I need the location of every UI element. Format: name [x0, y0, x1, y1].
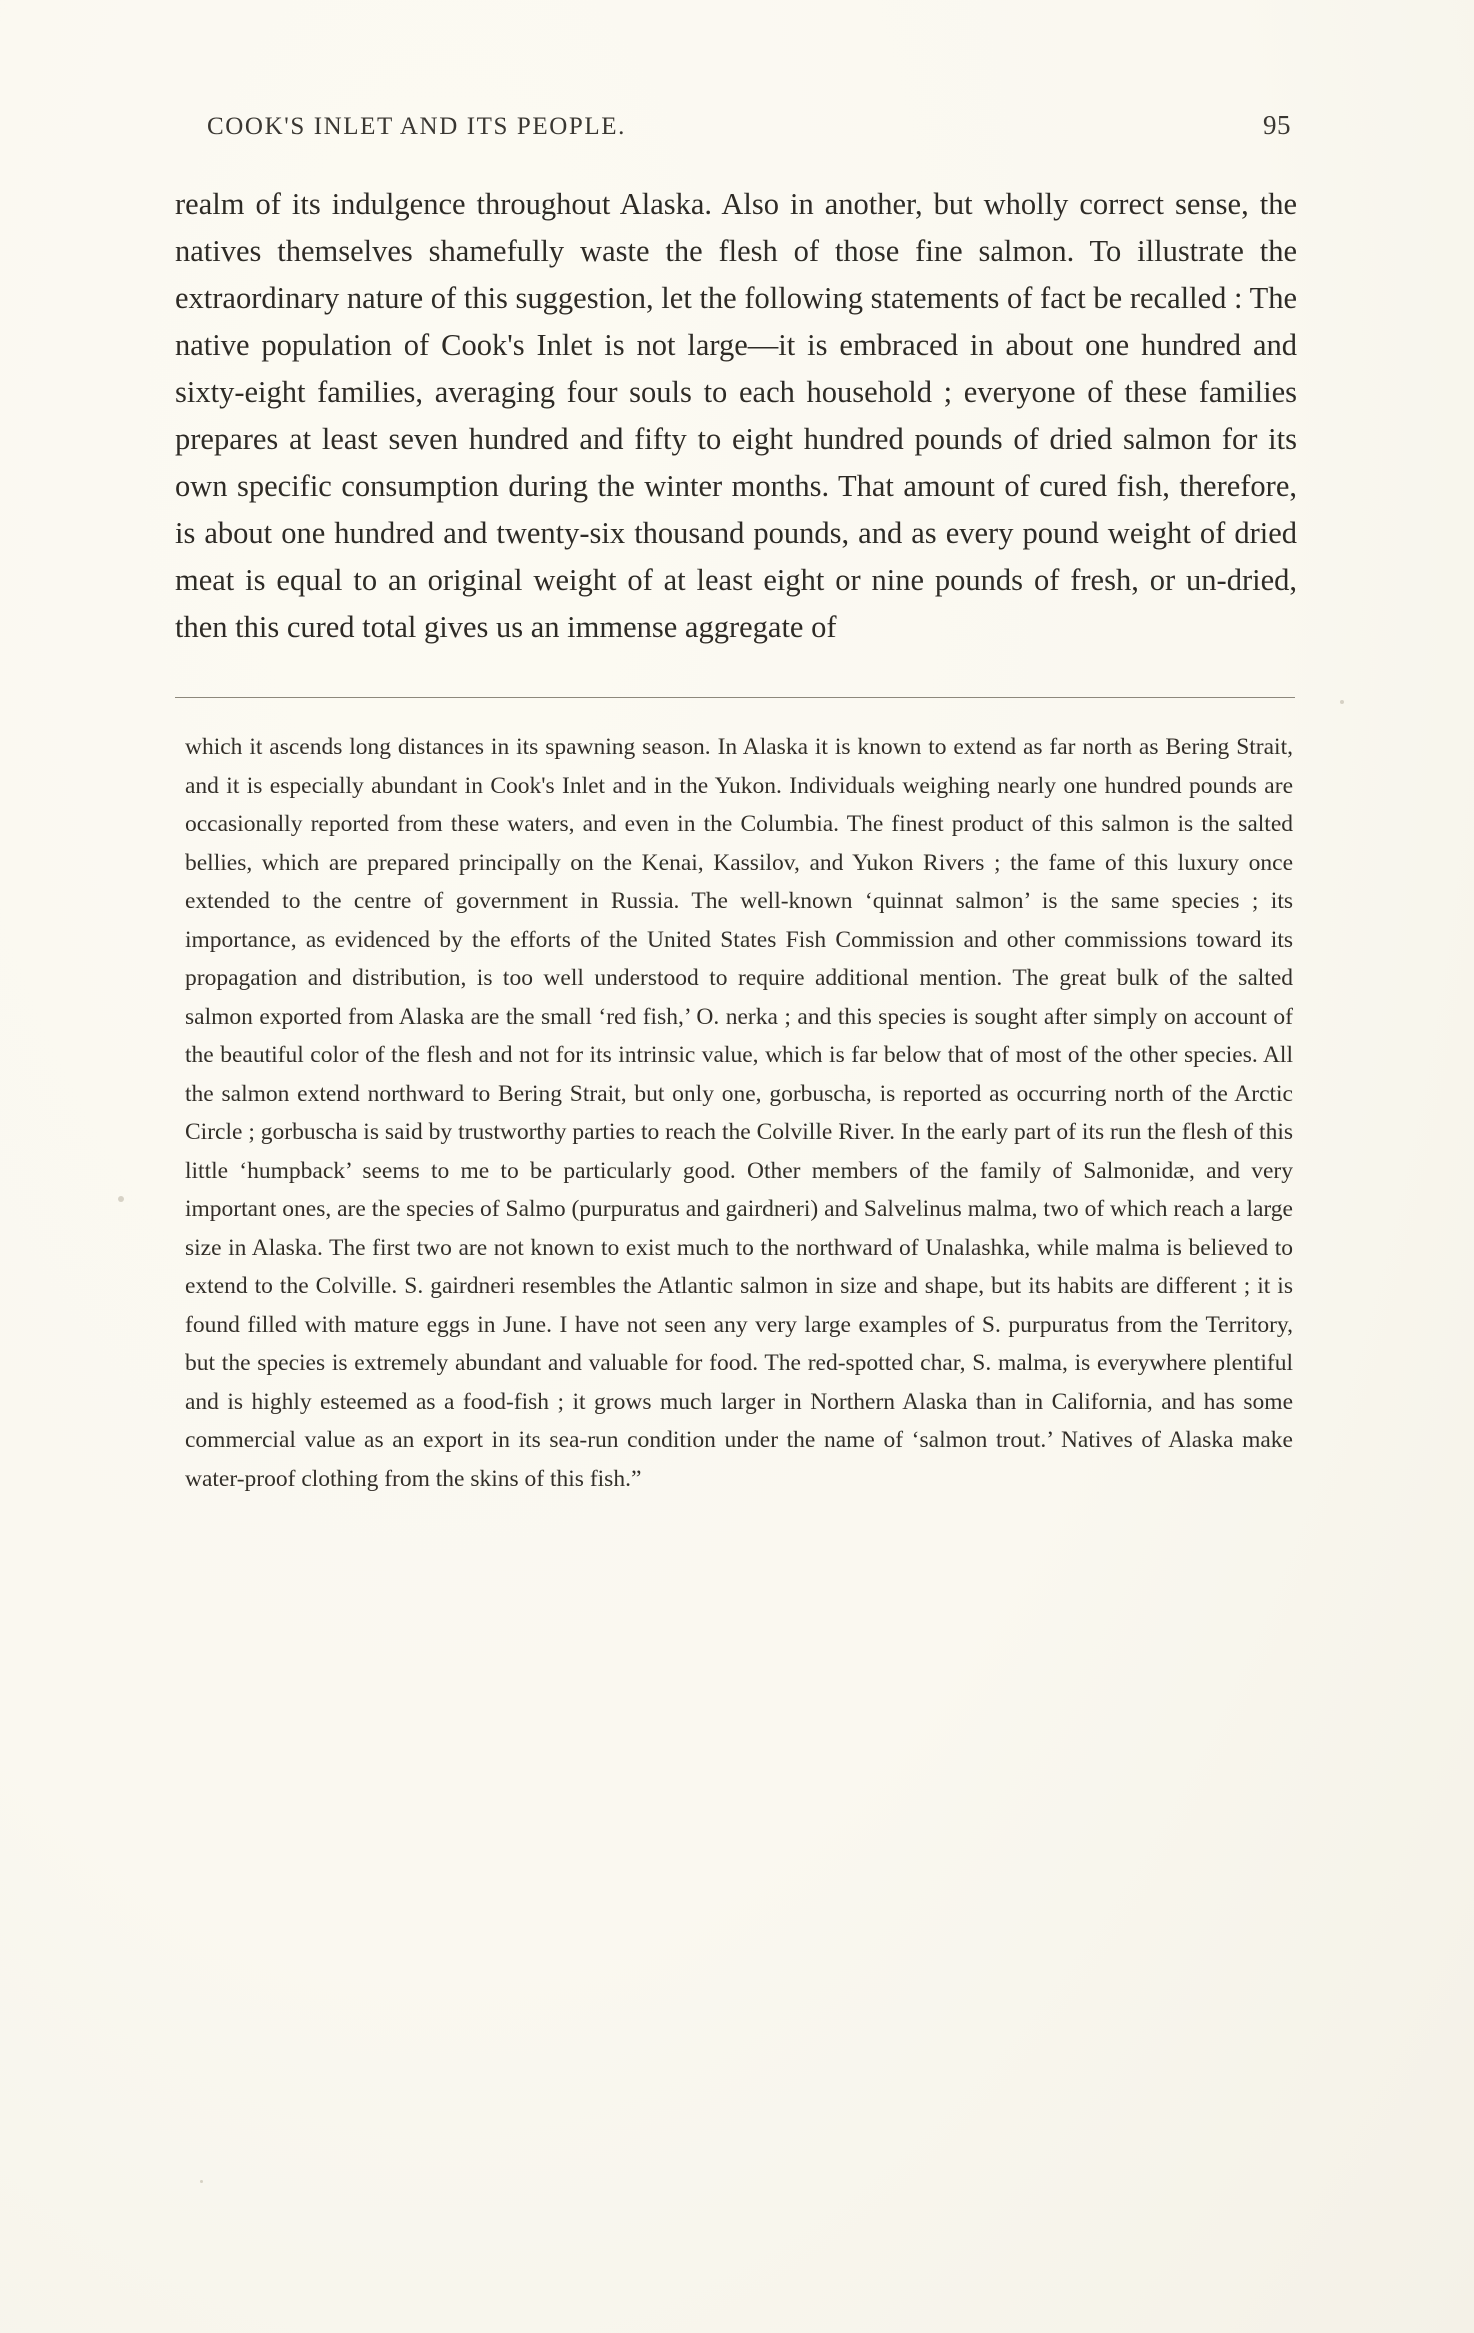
- footnote-divider: [175, 697, 1295, 698]
- page-content: [155, 110, 1315, 1498]
- running-head-title: COOK'S INLET AND ITS PEOPLE.: [207, 113, 626, 140]
- main-paragraph: realm of its indulgence throughout Alaska. Also in another, but wholly correct sense, the natives themselves shamefully waste the flesh of those fine salmon. To illustrate the extraordinary nature of this suggestion, let the following statements of fact be recalled : The native population of Cook's Inlet is not large—it is embraced in about one hundred and sixty-eight families, averaging four souls to each household ; everyone of these families prepares at least seven hundred and fifty to eight hundred pounds of dried salmon for its own specific consumption during the winter months. That amount of cured fish, therefore, is about one hundred and twenty-six thousand pounds, and as every pound weight of dried meat is equal to an original weight of at least eight or nine pounds of fresh, or un-dried, then this cured total gives us an immense aggregate of: [175, 187, 1297, 644]
- paper-speck: [1340, 700, 1344, 704]
- page-number: 95: [1263, 110, 1291, 140]
- paper-speck: [200, 2180, 203, 2183]
- paper-speck: [118, 1196, 124, 1202]
- footnote-block: [155, 728, 1315, 1498]
- footnote-paragraph: which it ascends long distances in its spawning season. In Alaska it is known to extend as far north as Bering Strait, and it is especially abundant in Cook's Inlet and in the Yukon. Individuals weighing nearly one hundred pounds are occasionally reported from these waters, and even in the Columbia. The finest product of this salmon is the salted bellies, which are prepared principally on the Kenai, Kassilov, and Yukon Rivers ; the fame of this luxury once extended to the centre of government in Russia. The well-known ‘quinnat salmon’ is the same species ; its importance, as evidenced by the efforts of the United States Fish Commission and other commissions toward its propagation and distribution, is too well understood to require additional mention. The great bulk of the salted salmon exported from Alaska are the small ‘red fish,’ O. nerka ; and this species is sought after simply on account of the beautiful color of the flesh and not for its intrinsic value, which is far below that of most of the other species. All the salmon extend northward to Bering Strait, but only one, gorbuscha, is reported as occurring north of the Arctic Circle ; gorbuscha is said by trustworthy parties to reach the Colville River. In the early part of its run the flesh of this little ‘humpback’ seems to me to be particularly good. Other members of the family of Salmonidæ, and very important ones, are the species of Salmo (purpuratus and gairdneri) and Salvelinus malma, two of which reach a large size in Alaska. The first two are not known to exist much to the northward of Unalashka, while malma is believed to extend to the Colville. S. gairdneri resembles the Atlantic salmon in size and shape, but its habits are different ; it is found filled with mature eggs in June. I have not seen any very large examples of S. purpuratus from the Territory, but the species is extremely abundant and valuable for food. The red-spotted char, S. malma, is everywhere plentiful and is highly esteemed as a food-fish ; it grows much larger in Northern Alaska than in California, and has some commercial value as an export in its sea-run condition under the name of ‘salmon trout.’ Natives of Alaska make water-proof clothing from the skins of this fish.”: [185, 734, 1293, 1492]
- running-head: [155, 110, 1315, 141]
- main-body-text: [155, 181, 1315, 651]
